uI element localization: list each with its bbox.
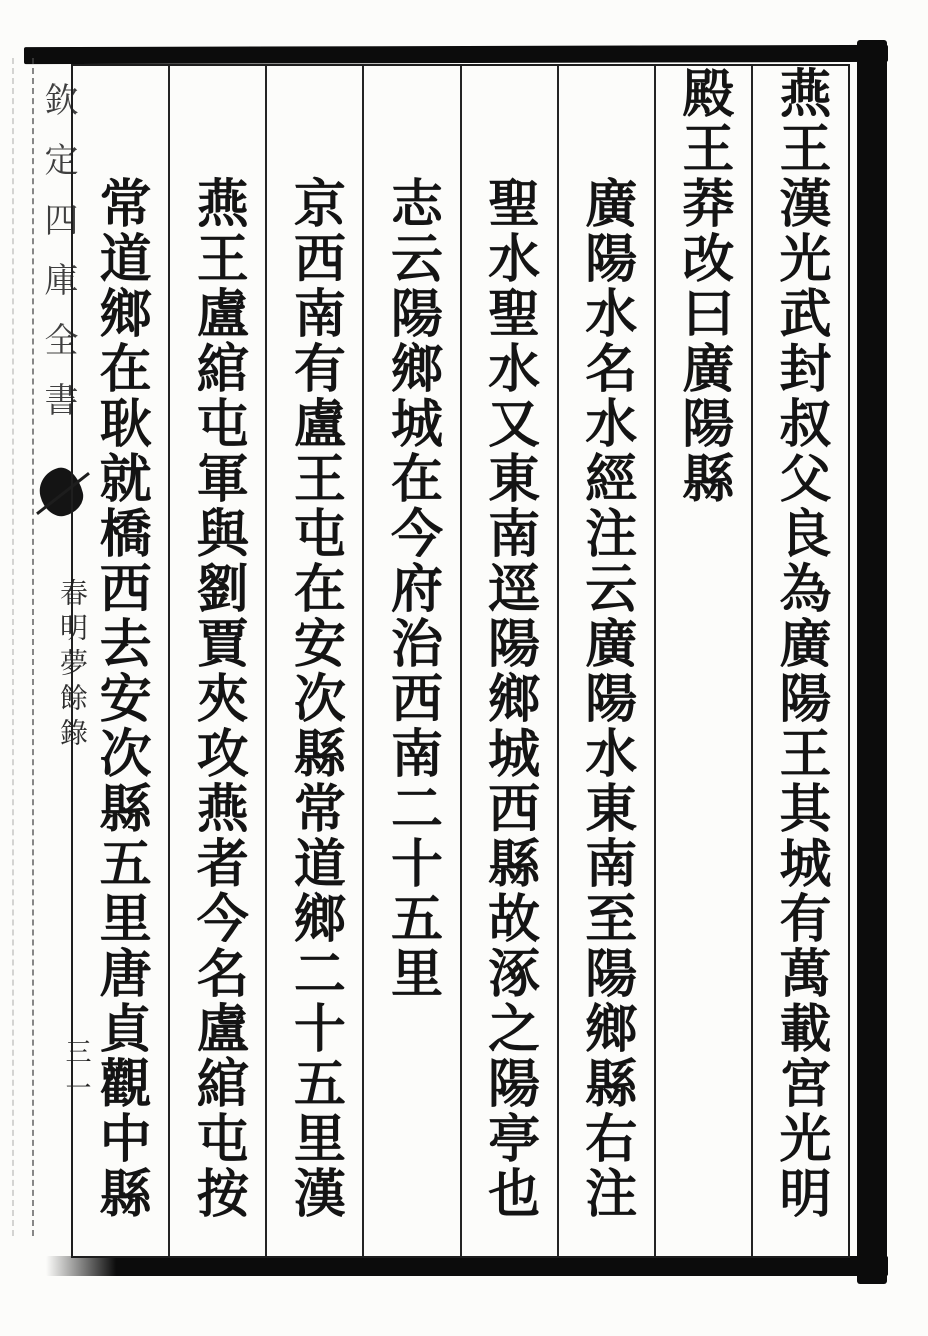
text-column-4: 聖水聖水又東南逕陽鄉城西縣故涿之陽亭也 [460, 66, 557, 1256]
text-block [71, 64, 850, 1258]
frame-top-border [24, 45, 888, 64]
text-column-1: 燕王漢光武封叔父良為廣陽王其城有萬載宮光明 [751, 66, 848, 1256]
page-number: 三一 [61, 1038, 91, 1110]
text-column-3: 廣陽水名水經注云廣陽水東南至陽鄉縣右注 [557, 66, 654, 1256]
frame-bottom-border [46, 1256, 888, 1276]
text-column-6: 京西南有盧王屯在安次縣常道鄉二十五里漢 [265, 66, 362, 1256]
text-column-7: 燕王盧綰屯軍與劉賈夾攻燕者今名盧綰屯按 [168, 66, 265, 1256]
text-column-5: 志云陽鄉城在今府治西南二十五里 [362, 66, 459, 1256]
book-title: 春明夢餘錄 [56, 578, 89, 753]
frame-right-border [857, 40, 887, 1284]
text-column-8: 常道鄉在耿就橋西去安次縣五里唐貞觀中縣 [90, 176, 152, 1221]
collection-title: 欽定四庫全書 [38, 82, 78, 442]
page-edge-line [12, 58, 14, 1236]
text-column-2: 殿王莽改曰廣陽縣 [654, 66, 751, 1256]
